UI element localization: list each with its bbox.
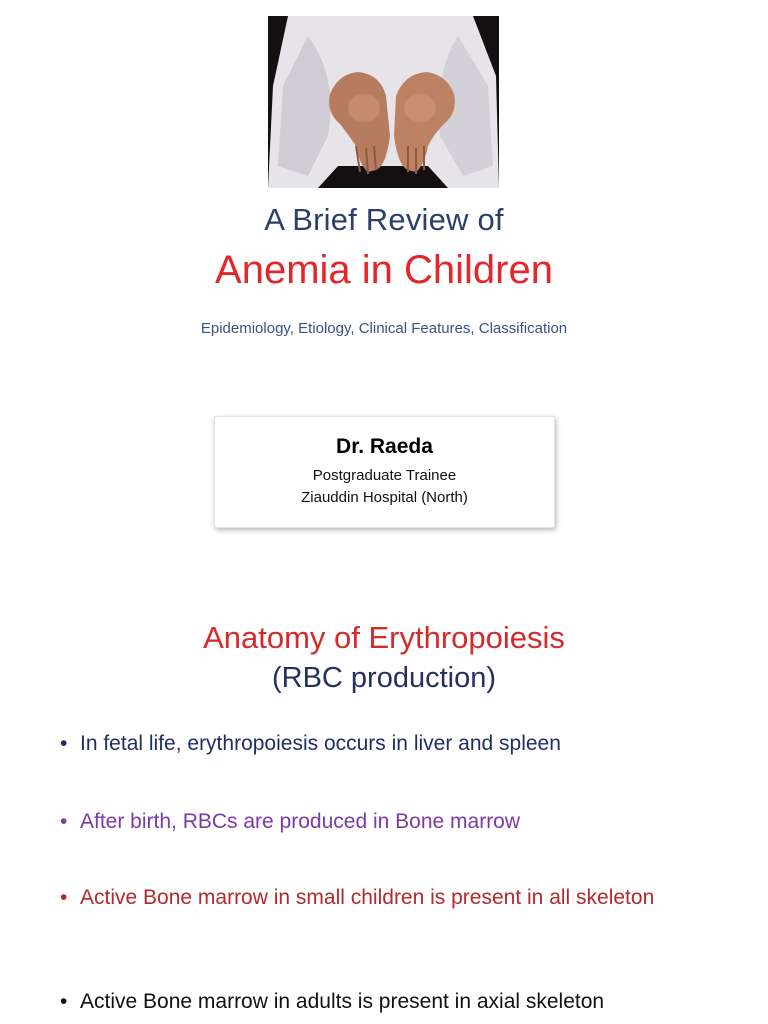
- bullet-dot-icon: •: [60, 990, 68, 1013]
- bullet-item: [60, 730, 720, 757]
- bullet-text: Active Bone marrow in adults is present in axial skeleton: [80, 990, 605, 1013]
- slide-subtitle: Epidemiology, Etiology, Clinical Features, Classification: [200, 320, 568, 337]
- bullet-dot-icon: •: [60, 810, 68, 833]
- bullet-dot-icon: •: [60, 732, 68, 755]
- bullet-text: In fetal life, erythropoiesis occurs in liver and spleen: [80, 732, 561, 755]
- child-palms-photo: [268, 16, 499, 188]
- author-role: Postgraduate Trainee: [312, 467, 457, 484]
- bullet-text: After birth, RBCs are produced in Bone marrow: [80, 810, 521, 833]
- bullet-text: Active Bone marrow in small children is present in all skeleton: [80, 886, 655, 909]
- slide-title-line-1: A Brief Review of: [264, 202, 504, 237]
- slide-title-line-2: Anemia in Children: [215, 248, 553, 292]
- author-affiliation: Ziauddin Hospital (North): [301, 489, 468, 506]
- erythropoiesis-slide: [0, 600, 768, 1024]
- bullet-item: [60, 808, 720, 835]
- bullet-item: [60, 988, 760, 1015]
- author-name: Dr. Raeda: [336, 435, 433, 458]
- slide2-title-line-2: (RBC production): [271, 662, 497, 694]
- bullet-dot-icon: •: [60, 886, 68, 909]
- author-box: [214, 416, 555, 528]
- bullet-item: [60, 884, 720, 911]
- slide2-title-line-1: Anatomy of Erythropoiesis: [203, 620, 565, 655]
- child-palms-illustration: [268, 16, 499, 188]
